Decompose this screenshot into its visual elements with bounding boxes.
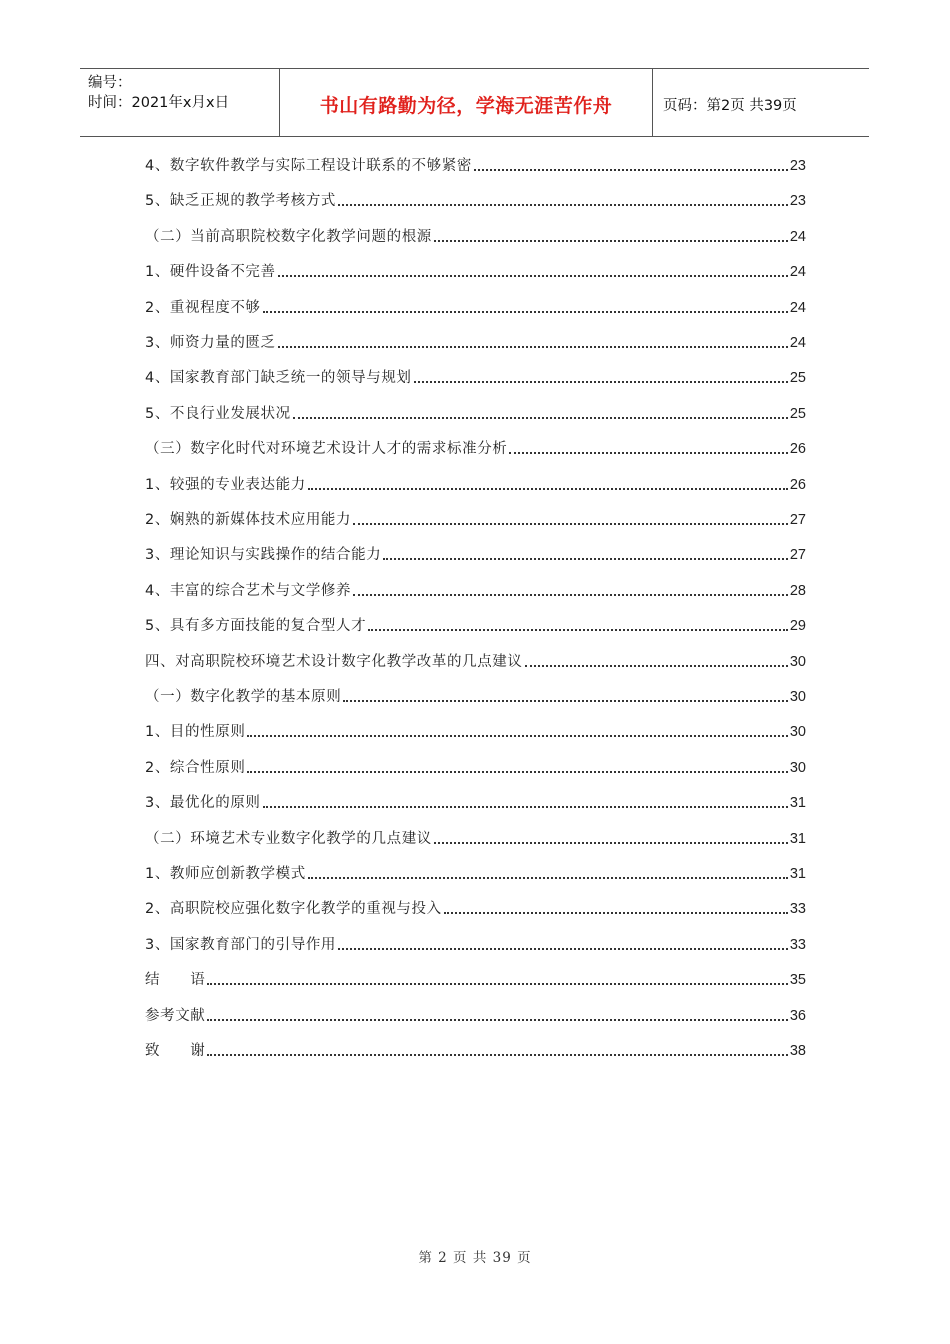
toc-entry[interactable] [145, 187, 806, 211]
toc-entry-title: 4、数字软件教学与实际工程设计联系的不够紧密 [145, 158, 472, 174]
toc-entry-page: 24 [789, 335, 806, 351]
toc-entry[interactable] [145, 577, 806, 601]
toc-dot-leader [474, 168, 788, 171]
toc-entry-page: 30 [789, 724, 806, 741]
toc-dot-leader [434, 239, 788, 242]
toc-entry[interactable] [145, 895, 806, 919]
toc-entry[interactable] [145, 931, 806, 955]
toc-dot-leader [353, 522, 788, 525]
toc-entry-title: 2、高职院校应强化数字化教学的重视与投入 [145, 901, 442, 918]
toc-dot-leader [263, 310, 788, 313]
toc-dot-leader [247, 734, 787, 737]
toc-entry-page: 29 [789, 618, 806, 635]
toc-dot-leader [278, 345, 788, 348]
toc-entry-title: 4、丰富的综合艺术与文学修养 [145, 582, 352, 599]
toc-entry-title: 3、国家教育部门的引导作用 [145, 936, 337, 953]
toc-entry[interactable] [145, 364, 806, 388]
toc-entry-page: 24 [789, 299, 806, 316]
toc-dot-leader [247, 770, 787, 773]
toc-entry-title: （三）数字化时代对环境艺术设计人才的需求标准分析 [145, 441, 508, 458]
toc-entry-page: 26 [789, 441, 806, 458]
toc-dot-leader [338, 203, 788, 206]
toc-entry-title: （一）数字化教学的基本原则 [145, 689, 342, 705]
toc-entry[interactable] [145, 683, 806, 707]
toc-entry-page: 33 [789, 936, 806, 953]
document-number-label: 编号： [88, 75, 132, 91]
toc-dot-leader [207, 982, 787, 985]
toc-entry-title: 3、最优化的原则 [145, 795, 261, 812]
toc-entry-page: 30 [789, 759, 806, 776]
toc-entry[interactable] [145, 718, 806, 742]
toc-entry-page: 28 [789, 582, 806, 599]
toc-entry[interactable] [145, 506, 806, 530]
toc-dot-leader [414, 380, 788, 383]
toc-entry-title: （二）环境艺术专业数字化教学的几点建议 [145, 830, 432, 847]
toc-entry-title: 参考文献 [145, 1007, 206, 1024]
toc-entry-page: 25 [789, 370, 806, 387]
toc-entry-title: 1、目的性原则 [145, 724, 246, 741]
toc-dot-leader [383, 557, 788, 560]
toc-entry[interactable] [145, 860, 806, 884]
toc-entry-page: 36 [789, 1007, 806, 1024]
toc-entry-title: 结 语 [145, 972, 206, 989]
toc-entry[interactable] [145, 612, 806, 636]
toc-dot-leader [278, 274, 788, 277]
toc-entry-title: （二）当前高职院校数字化教学问题的根源 [145, 228, 432, 245]
toc-entry[interactable] [145, 471, 806, 495]
toc-entry-title: 1、较强的专业表达能力 [145, 476, 306, 493]
toc-entry[interactable] [145, 825, 806, 849]
toc-entry-title: 3、师资力量的匮乏 [145, 335, 276, 351]
toc-dot-leader [343, 699, 788, 702]
toc-entry[interactable] [145, 754, 806, 778]
toc-entry-page: 31 [789, 795, 806, 812]
toc-entry-page: 31 [789, 830, 806, 847]
toc-entry-title: 2、重视程度不够 [145, 299, 261, 316]
toc-entry[interactable] [145, 223, 806, 247]
toc-entry-page: 25 [789, 405, 806, 422]
toc-entry-title: 2、娴熟的新媒体技术应用能力 [145, 512, 352, 528]
toc-entry-page: 38 [789, 1043, 806, 1059]
header-motto: 书山有路勤为径，学海无涯苦作舟 [280, 69, 653, 136]
toc-dot-leader [368, 628, 788, 631]
toc-entry[interactable] [145, 648, 806, 672]
toc-entry[interactable] [145, 966, 806, 990]
toc-entry-page: 27 [789, 512, 806, 528]
toc-entry[interactable] [145, 258, 806, 282]
toc-entry-title: 四、对高职院校环境艺术设计数字化教学改革的几点建议 [145, 653, 523, 670]
toc-entry-page: 23 [789, 193, 806, 210]
header-page-info: 页码：第2页 共39页 [663, 98, 797, 114]
toc-entry[interactable] [145, 152, 806, 176]
toc-entry-page: 27 [789, 547, 806, 564]
toc-entry-page: 35 [789, 972, 806, 989]
toc-entry[interactable] [145, 1002, 806, 1026]
page-footer: 第 2 页 共 39 页 [418, 1250, 532, 1266]
toc-entry-page: 23 [789, 158, 806, 174]
toc-entry-title: 1、教师应创新教学模式 [145, 866, 306, 882]
toc-entry[interactable] [145, 541, 806, 565]
toc-dot-leader [207, 1018, 787, 1021]
toc-entry-title: 致 谢 [145, 1043, 206, 1059]
toc-entry-title: 2、综合性原则 [145, 759, 246, 776]
toc-entry[interactable] [145, 435, 806, 459]
toc-dot-leader [308, 487, 788, 490]
toc-entry-page: 26 [789, 476, 806, 493]
toc-dot-leader [444, 911, 788, 914]
toc-entry-page: 24 [789, 228, 806, 245]
toc-entry-title: 3、理论知识与实践操作的结合能力 [145, 547, 382, 564]
toc-entry-title: 1、硬件设备不完善 [145, 264, 276, 281]
toc-entry-page: 30 [789, 689, 806, 705]
toc-entry[interactable] [145, 294, 806, 318]
toc-entry[interactable] [145, 789, 806, 813]
page-header [80, 68, 869, 137]
toc-entry-page: 31 [789, 866, 806, 882]
header-meta [80, 69, 280, 136]
toc-dot-leader [525, 664, 788, 667]
toc-dot-leader [509, 451, 787, 454]
toc-entry-title: 5、缺乏正规的教学考核方式 [145, 193, 337, 210]
toc-dot-leader [263, 805, 788, 808]
toc-entry-page: 33 [789, 901, 806, 918]
toc-entry[interactable] [145, 400, 806, 424]
toc-dot-leader [207, 1053, 787, 1056]
document-time-label: 时间：2021年x月x日 [88, 95, 230, 111]
toc-entry-title: 4、国家教育部门缺乏统一的领导与规划 [145, 370, 412, 387]
toc-dot-leader [434, 841, 788, 844]
toc-dot-leader [353, 593, 788, 596]
toc-entry-page: 30 [789, 653, 806, 670]
toc-entry-page: 24 [789, 264, 806, 281]
toc-dot-leader [293, 416, 788, 419]
toc-entry[interactable] [145, 329, 806, 353]
toc-dot-leader [338, 947, 788, 950]
toc-dot-leader [308, 876, 788, 879]
toc-entry-title: 5、具有多方面技能的复合型人才 [145, 618, 367, 635]
toc-entry[interactable] [145, 1037, 806, 1061]
toc-entry-title: 5、不良行业发展状况 [145, 405, 291, 422]
